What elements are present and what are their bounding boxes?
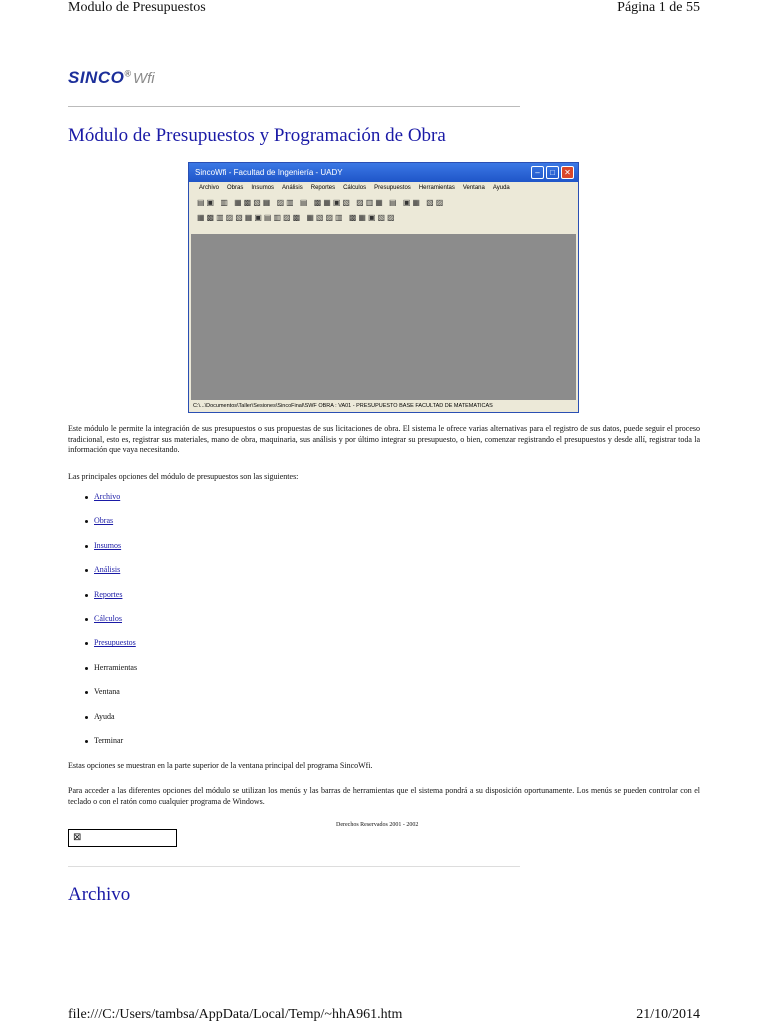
- top-divider: [68, 106, 520, 107]
- menu-item-3: Análisis: [282, 185, 303, 191]
- app-window-title: SincoWfi - Facultad de Ingeniería - UADY: [195, 168, 343, 177]
- broken-image-icon: ⊠: [73, 832, 82, 843]
- logo-brand: SINCO: [68, 68, 125, 87]
- page-number: Página 1 de 55: [617, 0, 700, 15]
- footer-date: 21/10/2014: [636, 1007, 700, 1022]
- list-item: [68, 736, 137, 760]
- option-link[interactable]: Insumos: [94, 540, 122, 550]
- menu-item-5: Cálculos: [343, 185, 367, 191]
- list-item: [68, 638, 137, 662]
- broken-image-box: [68, 829, 177, 847]
- sinco-logo: [68, 68, 155, 88]
- menu-item-1: Obras: [227, 185, 244, 191]
- option-link[interactable]: Análisis: [94, 565, 121, 575]
- app-window-client-area: [191, 234, 576, 400]
- menu-item-0: Archivo: [199, 185, 220, 191]
- app-window-screenshot: [188, 162, 579, 413]
- app-window-statusbar: C:\...\Documentos\Taller\Sesiones\SincoFinal\SWF OBRA : VA01 - PRESUPUESTO BASE FACULTAD DE MATEMATICAS: [189, 400, 578, 412]
- option-link[interactable]: Cálculos: [94, 613, 122, 623]
- options-list: [68, 492, 137, 760]
- list-item: [68, 492, 137, 516]
- minimize-icon: –: [531, 166, 544, 179]
- option-label: Terminar: [94, 735, 124, 745]
- list-item: [68, 712, 137, 736]
- option-link[interactable]: Presupuestos: [94, 638, 136, 648]
- option-label: Ventana: [94, 687, 120, 697]
- section-divider: [68, 866, 520, 867]
- list-item: [68, 541, 137, 565]
- list-item: [68, 516, 137, 540]
- list-item: [68, 687, 137, 711]
- list-item: [68, 590, 137, 614]
- menu-item-4: Reportes: [310, 185, 336, 191]
- list-item: [68, 565, 137, 589]
- menu-item-8: Ventana: [462, 185, 485, 191]
- maximize-icon: □: [546, 166, 559, 179]
- app-window-titlebar: [189, 163, 578, 182]
- menu-item-9: Ayuda: [492, 185, 510, 191]
- header-title: Modulo de Presupuestos: [68, 0, 206, 15]
- close-icon: ✕: [561, 166, 574, 179]
- copyright: Derechos Reservados 2001 - 2002: [336, 822, 419, 828]
- menu-item-2: Insumos: [251, 185, 275, 191]
- option-link[interactable]: Archivo: [94, 492, 121, 501]
- footer-path: file:///C:/Users/tambsa/AppData/Local/Temp/~hhA961.htm: [68, 1007, 403, 1022]
- page-title: Módulo de Presupuestos y Programación de Obra: [68, 125, 446, 146]
- app-window-menubar: [189, 182, 578, 195]
- menu-item-6: Presupuestos: [374, 185, 411, 191]
- option-link[interactable]: Obras: [94, 516, 114, 526]
- section-title-archivo: Archivo: [68, 884, 131, 905]
- logo-product: Wfi: [132, 70, 155, 87]
- toolbar-row-1: ▤▣ ▥ ▦▩▧▦ ▨▥ ▤ ▩▦▣▧ ▨▥▦ ▤ ▣▦ ▧▨: [197, 198, 446, 207]
- options-intro: Las principales opciones del módulo de presupuestos son las siguientes:: [68, 472, 299, 481]
- toolbar-row-2: ▦▩▥▨▧▦▣▤▥▨▩ ▦▧▨▥ ▩▦▣▧▨: [197, 213, 397, 222]
- option-label: Herramientas: [94, 662, 138, 672]
- option-link[interactable]: Reportes: [94, 589, 123, 599]
- logo-mark: ®: [124, 68, 131, 79]
- menu-item-7: Herramientas: [418, 185, 455, 191]
- intro-paragraph: Este módulo le permite la integración de sus presupuestos o sus propuestas de sus licitaciones de obra. El sistema le ofrece varias alternativas para el registro de sus datos, puede seguir el proceso tradicional, esto es, registrar sus materiales, mano de obra, maquinaria, sus análisis y por último integrar su presupuesto, o bien, comenzar registrando el presupuestos y desde allí, registrar toda la información que vaya necesitando.: [68, 424, 700, 454]
- list-item: [68, 614, 137, 638]
- paragraph-3: Para acceder a las diferentes opciones del módulo se utilizan los menús y las barras de herramientas que el sistema pondrá a su disposición oportunamente. Los menús se pueden controlar con el teclado o con el ratón como cualquier programa de Windows.: [68, 786, 700, 806]
- paragraph-2: Estas opciones se muestran en la parte superior de la ventana principal del programa SincoWfi.: [68, 761, 373, 770]
- list-item: [68, 663, 137, 687]
- option-label: Ayuda: [94, 711, 115, 721]
